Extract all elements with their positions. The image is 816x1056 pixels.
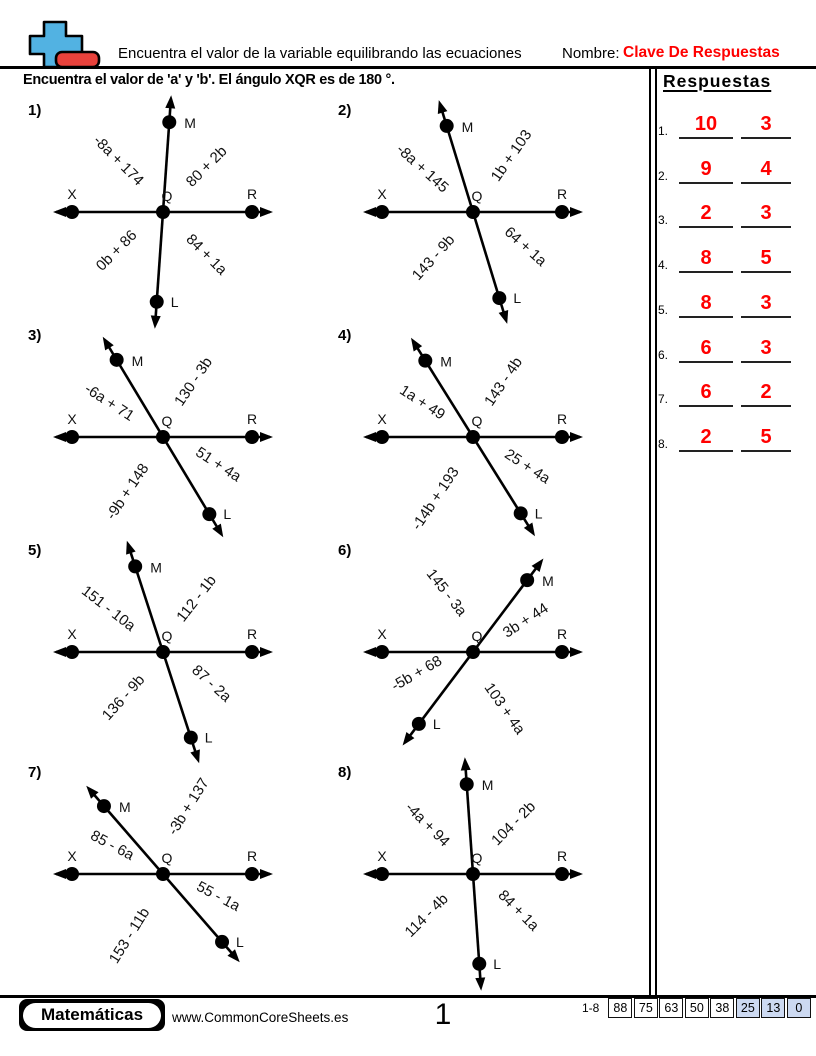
- angle-label-lr: 84 + 1a: [494, 886, 543, 935]
- point-m: [110, 353, 124, 367]
- problem-4: [330, 325, 640, 553]
- problem-number: 8): [338, 764, 352, 781]
- point-q: [156, 205, 170, 219]
- arrow-m: [165, 95, 175, 108]
- arrow-m: [103, 337, 114, 351]
- arrow-r: [570, 432, 583, 442]
- answer-blank: [741, 247, 791, 273]
- answer-b-value: 5: [760, 425, 772, 448]
- angle-label-ul: -4a + 94: [401, 799, 453, 851]
- label-R: R: [556, 626, 568, 642]
- arrow-l: [212, 524, 223, 538]
- point-q: [466, 867, 480, 881]
- problem-number: 3): [28, 327, 42, 344]
- answer-a-value: 2: [700, 202, 712, 225]
- label-R: R: [556, 848, 568, 864]
- arrow-r: [260, 432, 273, 442]
- label-M: M: [461, 118, 474, 135]
- label-Q: Q: [471, 188, 483, 204]
- point-l: [215, 935, 229, 949]
- label-L: L: [432, 715, 441, 732]
- arrow-x: [53, 869, 66, 879]
- label-R: R: [556, 186, 568, 202]
- label-M: M: [440, 353, 452, 370]
- point-q: [156, 430, 170, 444]
- angle-label-ll: 153 - 11b: [105, 904, 154, 967]
- angle-label-ul: -8a + 145: [392, 140, 452, 197]
- angle-label-ll: 136 - 9b: [98, 671, 149, 724]
- answer-a-value: 10: [694, 113, 718, 135]
- answer-blank: [679, 381, 733, 407]
- angle-label-ur: 80 + 2b: [182, 142, 231, 191]
- arrow-x: [363, 432, 376, 442]
- angle-label-ul: -6a + 71: [81, 380, 138, 425]
- answer-blank: [679, 158, 733, 184]
- problem-number: 7): [28, 764, 42, 781]
- answer-b-value: 3: [760, 291, 772, 314]
- angle-diagram: [20, 540, 330, 768]
- point-x: [375, 645, 389, 659]
- arrow-m: [411, 338, 422, 352]
- label-Q: Q: [161, 188, 173, 204]
- answer-row-6: [658, 336, 812, 363]
- angle-label-ll: 0b + 86: [92, 226, 141, 275]
- label-R: R: [556, 411, 568, 427]
- label-X: X: [67, 411, 77, 427]
- arrow-l: [499, 310, 509, 324]
- score-range-label: 1-8: [582, 1001, 600, 1015]
- name-label: Nombre:: [562, 45, 620, 62]
- label-Q: Q: [471, 850, 483, 866]
- point-r: [555, 645, 569, 659]
- answer-row-3: [658, 201, 812, 228]
- point-q: [466, 205, 480, 219]
- angle-diagram: [20, 325, 330, 553]
- problem-5: [20, 540, 330, 768]
- answer-row-1: [658, 112, 812, 139]
- answer-blank: [741, 202, 791, 228]
- answer-b-value: 3: [760, 202, 772, 225]
- angle-label-lr: 64 + 1a: [500, 223, 550, 270]
- answer-row-number: 1.: [658, 124, 669, 138]
- point-x: [375, 205, 389, 219]
- point-x: [65, 205, 79, 219]
- angle-label-ll: -9b + 148: [102, 460, 153, 523]
- label-R: R: [246, 186, 258, 202]
- angle-label-ur: 112 - 1b: [173, 572, 220, 626]
- label-M: M: [118, 799, 131, 816]
- point-x: [65, 645, 79, 659]
- commoncoresheets-logo: [18, 16, 108, 72]
- angle-label-lr: 25 + 4a: [501, 445, 554, 488]
- angle-label-ur: 1b + 103: [487, 126, 536, 185]
- score-cell-63: 63: [659, 998, 683, 1018]
- answer-blank: [679, 426, 733, 452]
- point-x: [375, 430, 389, 444]
- problem-number: 5): [28, 542, 42, 559]
- point-r: [555, 430, 569, 444]
- label-Q: Q: [161, 413, 173, 429]
- label-R: R: [246, 848, 258, 864]
- site-url: www.CommonCoreSheets.es: [172, 1010, 349, 1025]
- arrow-x: [53, 207, 66, 217]
- arrow-x: [53, 647, 66, 657]
- answer-blank: [679, 202, 733, 228]
- label-X: X: [377, 626, 387, 642]
- arrow-l: [475, 977, 485, 990]
- brand-badge: [19, 999, 165, 1031]
- answer-row-number: 4.: [658, 258, 669, 273]
- answer-row-8: [658, 425, 812, 452]
- point-r: [245, 867, 259, 881]
- answer-row-number: 7.: [658, 392, 669, 407]
- point-l: [472, 957, 486, 971]
- angle-diagram: [330, 762, 640, 990]
- problem-8: [330, 762, 640, 990]
- label-Q: Q: [161, 628, 173, 644]
- arrow-r: [570, 869, 583, 879]
- answer-blank: [679, 292, 733, 318]
- answer-row-5: [658, 291, 812, 318]
- answers-title: Respuestas: [663, 71, 772, 91]
- worksheet-title: Encuentra el valor de la variable equilibrando las ecuaciones: [118, 45, 522, 62]
- angle-label-ll: -14b + 193: [408, 464, 463, 534]
- problem-number: 1): [28, 102, 42, 119]
- problem-3: [20, 325, 330, 553]
- problem-number: 2): [338, 102, 352, 119]
- angle-label-lr: 55 - 1a: [193, 878, 243, 915]
- point-m: [440, 119, 454, 133]
- answer-row-4: [658, 246, 812, 273]
- angle-diagram: [330, 540, 640, 768]
- answer-row-number: 5.: [658, 302, 669, 317]
- arrow-m: [438, 100, 448, 114]
- point-r: [555, 867, 569, 881]
- point-m: [97, 799, 111, 813]
- point-l: [492, 291, 506, 305]
- point-l: [514, 506, 528, 520]
- answer-a-value: 6: [700, 336, 712, 359]
- answer-blank: [679, 247, 733, 273]
- panel-divider-line: [655, 66, 657, 996]
- answer-a-value: 8: [700, 291, 712, 314]
- label-X: X: [377, 411, 387, 427]
- answer-blank: [741, 381, 791, 407]
- label-L: L: [236, 933, 244, 950]
- label-Q: Q: [471, 413, 483, 429]
- point-q: [156, 867, 170, 881]
- answer-key-label: Clave De Respuestas: [623, 44, 780, 61]
- problem-6: [330, 540, 640, 768]
- angle-label-ll: 143 - 9b: [408, 231, 459, 284]
- label-M: M: [481, 777, 494, 794]
- point-r: [555, 205, 569, 219]
- answer-b-value: 5: [760, 247, 772, 270]
- angle-diagram: [330, 100, 640, 328]
- answer-b-value: 3: [760, 113, 772, 135]
- arrow-x: [363, 647, 376, 657]
- answer-b-value: 3: [760, 336, 772, 359]
- label-R: R: [246, 626, 258, 642]
- score-cell-13: 13: [761, 998, 785, 1018]
- point-l: [184, 731, 198, 745]
- label-X: X: [377, 186, 387, 202]
- angle-diagram: [20, 100, 330, 328]
- angle-label-ur: 3b + 44: [499, 599, 552, 642]
- point-r: [245, 430, 259, 444]
- angle-label-lr: 103 + 4a: [480, 679, 529, 738]
- score-cell-38: 38: [710, 998, 734, 1018]
- arrow-r: [260, 869, 273, 879]
- label-R: R: [246, 411, 258, 427]
- panel-divider-line: [649, 66, 651, 996]
- point-m: [418, 354, 432, 368]
- angle-label-ul: 1a + 49: [396, 381, 449, 424]
- point-q: [466, 430, 480, 444]
- page-number: 1: [434, 998, 452, 1031]
- label-M: M: [131, 352, 144, 369]
- label-X: X: [377, 848, 387, 864]
- arrow-x: [53, 432, 66, 442]
- header-divider: [0, 66, 816, 69]
- label-L: L: [493, 955, 502, 972]
- arrow-r: [570, 207, 583, 217]
- arrow-x: [363, 207, 376, 217]
- angle-label-ul: -8a + 174: [89, 132, 147, 190]
- answer-blank: [741, 158, 791, 184]
- score-cell-25: 25: [736, 998, 760, 1018]
- instruction-text: Encuentra el valor de 'a' y 'b'. El ángulo XQR es de 180 °.: [23, 72, 395, 88]
- point-l: [150, 295, 164, 309]
- answer-blank: [679, 337, 733, 363]
- angle-label-ul: 85 - 6a: [87, 827, 137, 864]
- arrow-l: [524, 523, 535, 537]
- answer-a-value: 2: [700, 425, 712, 448]
- minus-icon: [56, 52, 99, 67]
- answer-row-7: [658, 380, 812, 407]
- answer-blank: [741, 426, 791, 452]
- point-x: [375, 867, 389, 881]
- angle-label-ur: 130 - 3b: [171, 354, 216, 410]
- label-L: L: [513, 290, 522, 307]
- arrow-r: [570, 647, 583, 657]
- problem-number: 6): [338, 542, 352, 559]
- score-cells: [608, 998, 812, 1018]
- angle-label-lr: 87 - 2a: [188, 661, 235, 706]
- arrow-m: [126, 541, 136, 555]
- point-m: [128, 559, 142, 573]
- answer-a-value: 8: [700, 247, 712, 270]
- answer-blank: [679, 113, 733, 139]
- angle-label-ul: 151 - 10a: [78, 582, 139, 635]
- angle-label-lr: 84 + 1a: [182, 230, 231, 279]
- point-q: [156, 645, 170, 659]
- point-r: [245, 645, 259, 659]
- answer-a-value: 6: [700, 381, 712, 404]
- answer-row-number: 3.: [658, 213, 669, 228]
- answer-blank: [741, 292, 791, 318]
- label-L: L: [223, 506, 232, 523]
- label-X: X: [67, 848, 77, 864]
- answer-b-value: 4: [760, 157, 772, 180]
- score-table: [582, 998, 812, 1018]
- problem-2: [330, 100, 640, 328]
- problem-7: [20, 762, 330, 990]
- point-x: [65, 867, 79, 881]
- score-cell-50: 50: [685, 998, 709, 1018]
- point-r: [245, 205, 259, 219]
- label-L: L: [170, 293, 179, 310]
- label-M: M: [150, 559, 162, 576]
- brand-name: Matemáticas: [23, 1003, 161, 1028]
- angle-diagram: [20, 762, 330, 990]
- answer-a-value: 9: [700, 157, 712, 180]
- point-m: [460, 777, 474, 791]
- point-x: [65, 430, 79, 444]
- point-l: [412, 717, 426, 731]
- point-m: [520, 573, 534, 587]
- label-M: M: [184, 115, 196, 132]
- angle-label-lr: 51 + 4a: [192, 443, 245, 486]
- point-l: [202, 507, 216, 521]
- label-Q: Q: [161, 850, 173, 866]
- point-m: [162, 115, 176, 129]
- angle-label-ll: 114 - 4b: [401, 890, 452, 941]
- arrow-r: [260, 207, 273, 217]
- label-L: L: [204, 729, 213, 746]
- answer-b-value: 2: [760, 381, 772, 404]
- point-q: [466, 645, 480, 659]
- answer-row-number: 6.: [658, 347, 669, 362]
- label-M: M: [542, 573, 554, 590]
- label-Q: Q: [471, 628, 483, 644]
- answer-blank: [741, 337, 791, 363]
- label-L: L: [534, 505, 543, 522]
- angle-diagram: [330, 325, 640, 553]
- arrow-r: [260, 647, 273, 657]
- angle-label-ur: 104 - 2b: [488, 798, 540, 850]
- problem-1: [20, 100, 330, 328]
- answer-row-number: 8.: [658, 436, 669, 451]
- answer-row-2: [658, 157, 812, 184]
- label-X: X: [67, 626, 77, 642]
- answer-row-number: 2.: [658, 168, 669, 183]
- label-X: X: [67, 186, 77, 202]
- score-cell-88: 88: [608, 998, 632, 1018]
- angle-label-ll: -5b + 68: [388, 652, 446, 695]
- angle-label-ur: 143 - 4b: [481, 354, 526, 410]
- angle-label-ul: 145 - 3a: [422, 565, 471, 620]
- answer-blank: [741, 113, 791, 139]
- arrow-x: [363, 869, 376, 879]
- score-cell-75: 75: [634, 998, 658, 1018]
- score-cell-0: 0: [787, 998, 811, 1018]
- angle-label-ur: -3b + 137: [164, 775, 213, 839]
- problem-number: 4): [338, 327, 352, 344]
